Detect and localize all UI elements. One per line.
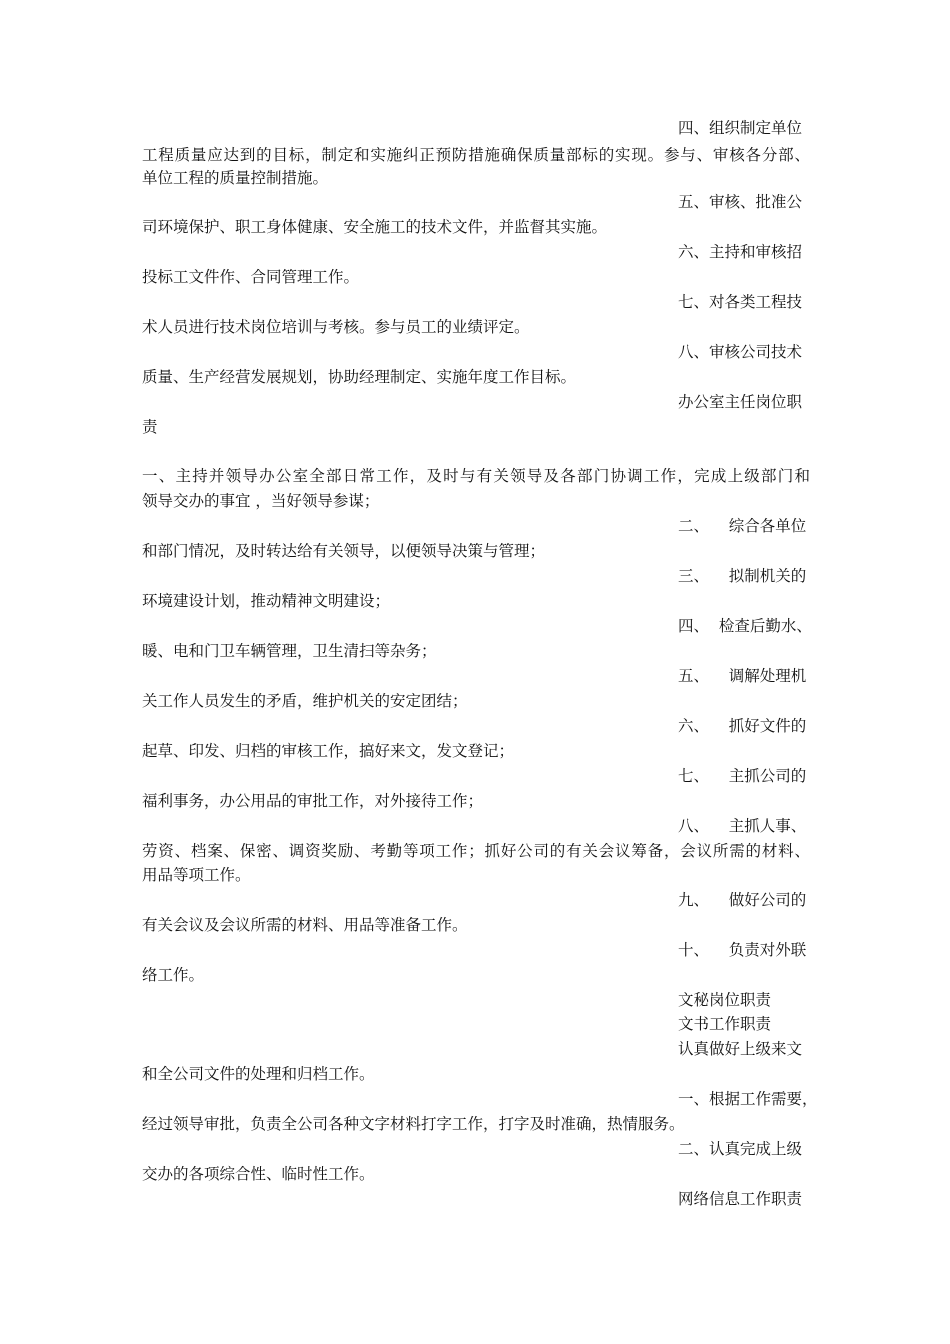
section-heading: 网络信息工作职责 xyxy=(678,1190,803,1208)
text-line: 质量、生产经营发展规划，协助经理制定、实施年度工作目标。 xyxy=(142,368,577,386)
text-line: 司环境保护、职工身体健康、安全施工的技术文件，并监督其实施。 xyxy=(142,218,608,236)
text-line: 认真做好上级来文 xyxy=(678,1040,803,1058)
text-line: 用品等项工作。 xyxy=(142,866,251,884)
section-heading: 文秘岗位职责 xyxy=(678,991,772,1009)
text-line: 十、 负责对外联 xyxy=(678,941,807,959)
text-line: 经过领导审批，负责全公司各种文字材料打字工作，打字及时准确，热情服务。 xyxy=(142,1115,685,1133)
text-line: 术人员进行技术岗位培训与考核。参与员工的业绩评定。 xyxy=(142,318,530,336)
text-line: 二、认真完成上级 xyxy=(678,1140,803,1158)
text-line: 六、主持和审核招 xyxy=(678,243,803,261)
text-line: 八、 主抓人事、 xyxy=(678,817,807,835)
text-line: 四、 检查后勤水、 xyxy=(678,617,812,635)
text-line: 和部门情况，及时转达给有关领导，以便领导决策与管理； xyxy=(142,542,546,560)
text-line: 八、审核公司技术 xyxy=(678,343,803,361)
text-line: 福利事务，办公用品的审批工作，对外接待工作； xyxy=(142,792,484,810)
text-line: 一、根据工作需要， xyxy=(678,1090,818,1108)
section-heading: 办公室主任岗位职 xyxy=(678,393,803,411)
text-line: 有关会议及会议所需的材料、用品等准备工作。 xyxy=(142,916,468,934)
text-line: 七、对各类工程技 xyxy=(678,293,803,311)
text-line: 五、 调解处理机 xyxy=(678,667,807,685)
text-line: 关工作人员发生的矛盾，维护机关的安定团结； xyxy=(142,692,468,710)
section-heading: 文书工作职责 xyxy=(678,1015,772,1033)
text-line: 暖、电和门卫车辆管理，卫生清扫等杂务； xyxy=(142,642,437,660)
text-line: 和全公司文件的处理和归档工作。 xyxy=(142,1065,375,1083)
text-line: 工程质量应达到的目标，制定和实施纠正预防措施确保质量部标的实现。参与、审核各分部、 xyxy=(142,146,810,164)
text-line: 九、 做好公司的 xyxy=(678,891,807,909)
text-line: 起草、印发、归档的审核工作，搞好来文，发文登记； xyxy=(142,742,515,760)
text-line: 单位工程的质量控制措施。 xyxy=(142,169,329,187)
text-line: 五、审核、批准公 xyxy=(678,193,803,211)
text-line: 四、组织制定单位 xyxy=(678,119,803,137)
text-line: 一、主持并领导办公室全部日常工作，及时与有关领导及各部门协调工作，完成上级部门和 xyxy=(142,467,810,485)
text-line: 环境建设计划，推动精神文明建设； xyxy=(142,592,391,610)
text-line: 六、 抓好文件的 xyxy=(678,717,807,735)
text-line: 投标工文件作、合同管理工作。 xyxy=(142,268,360,286)
text-line: 领导交办的事宜 ，当好领导参谋； xyxy=(142,492,380,510)
text-line: 七、 主抓公司的 xyxy=(678,767,807,785)
text-line: 三、 拟制机关的 xyxy=(678,567,807,585)
section-heading-cont: 责 xyxy=(142,418,158,436)
text-line: 劳资、档案、保密、调资奖励、考勤等项工作；抓好公司的有关会议筹备，会议所需的材料、 xyxy=(142,842,810,860)
text-line: 交办的各项综合性、临时性工作。 xyxy=(142,1165,375,1183)
text-line: 二、 综合各单位 xyxy=(678,517,807,535)
text-line: 络工作。 xyxy=(142,966,205,984)
